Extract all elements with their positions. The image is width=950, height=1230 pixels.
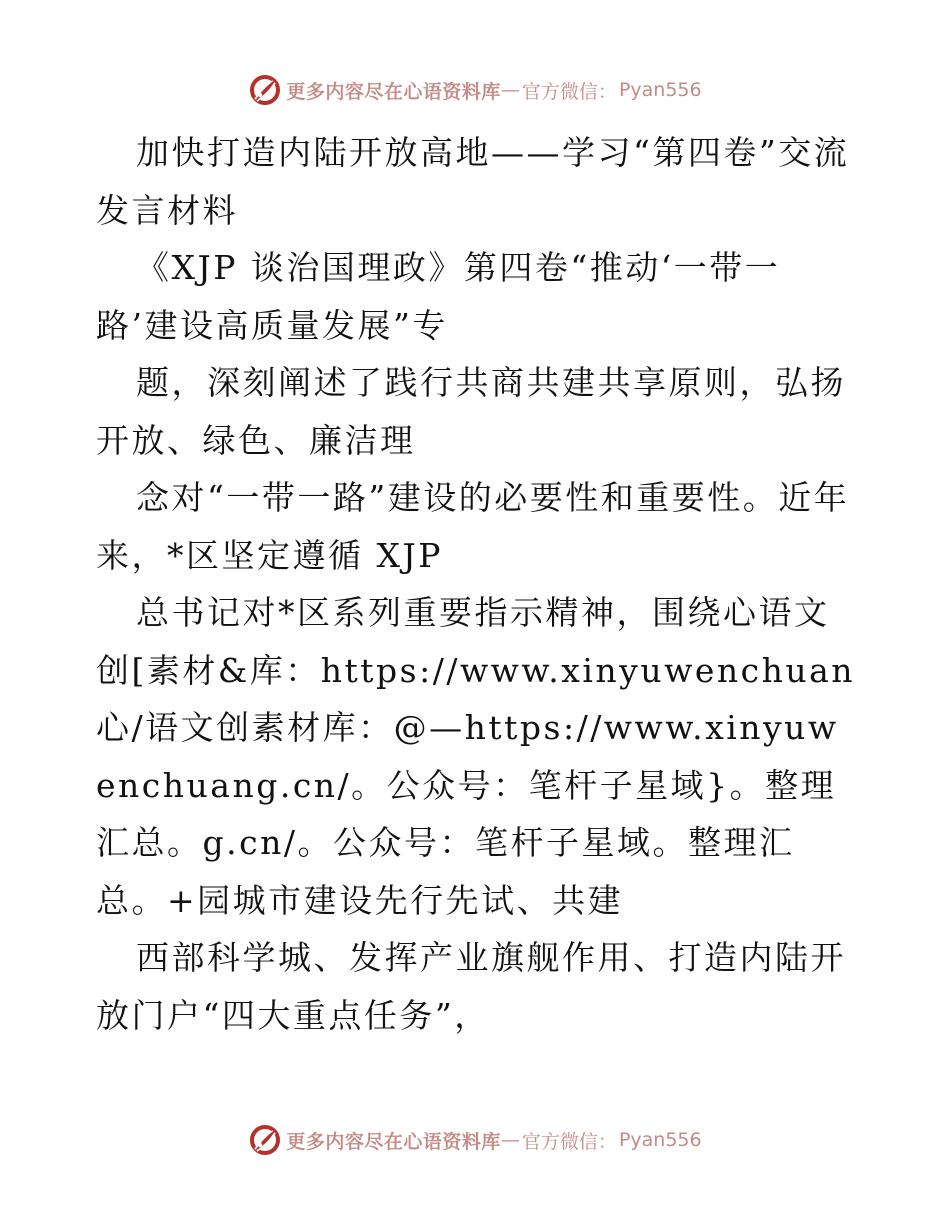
watermark-dash: — [500, 79, 520, 101]
paragraph: 题，深刻阐述了践行共商共建共享原则，弘扬开放、绿色、廉洁理 [96, 363, 846, 460]
watermark-wechat-id: Pyan556 [618, 79, 702, 101]
watermark-wechat-id: Pyan556 [618, 1129, 702, 1151]
watermark-banner-bottom [0, 1120, 950, 1160]
quill-logo-icon [248, 1123, 282, 1157]
paragraph-title: 加快打造内陆开放高地——学习“第四卷”交流发言材料 [96, 133, 850, 230]
watermark-wechat-label: 官方微信： [521, 80, 617, 103]
watermark-site-text: 更多内容尽在心语资料库 [286, 80, 501, 103]
watermark-dash: — [500, 1129, 520, 1151]
watermark-banner-top [0, 70, 950, 110]
paragraph: 《XJP 谈治国理政》第四卷“推动‘一带一路’建设高质量发展”专 [96, 248, 781, 345]
quill-logo-icon [248, 73, 282, 107]
document-body [96, 124, 856, 1044]
paragraph: 总书记对*区系列重要指示精神，围绕心语文创[素材&库：https://www.xinyuwenchuan心/语文创素材库：@—https://www.xinyuwenchuang.cn/。公众号：笔杆子星域}。整理汇总。g.cn/。公众号：笔杆子星域。整理汇总。+园城市建设先行先试、共建 [96, 593, 856, 920]
watermark-site-text: 更多内容尽在心语资料库 [286, 1130, 501, 1153]
paragraph: 念对“一带一路”建设的必要性和重要性。近年来，*区坚定遵循 XJP [96, 478, 850, 575]
paragraph: 西部科学城、发挥产业旗舰作用、打造内陆开放门户“四大重点任务”， [96, 938, 846, 1035]
watermark-wechat-label: 官方微信： [521, 1130, 617, 1153]
